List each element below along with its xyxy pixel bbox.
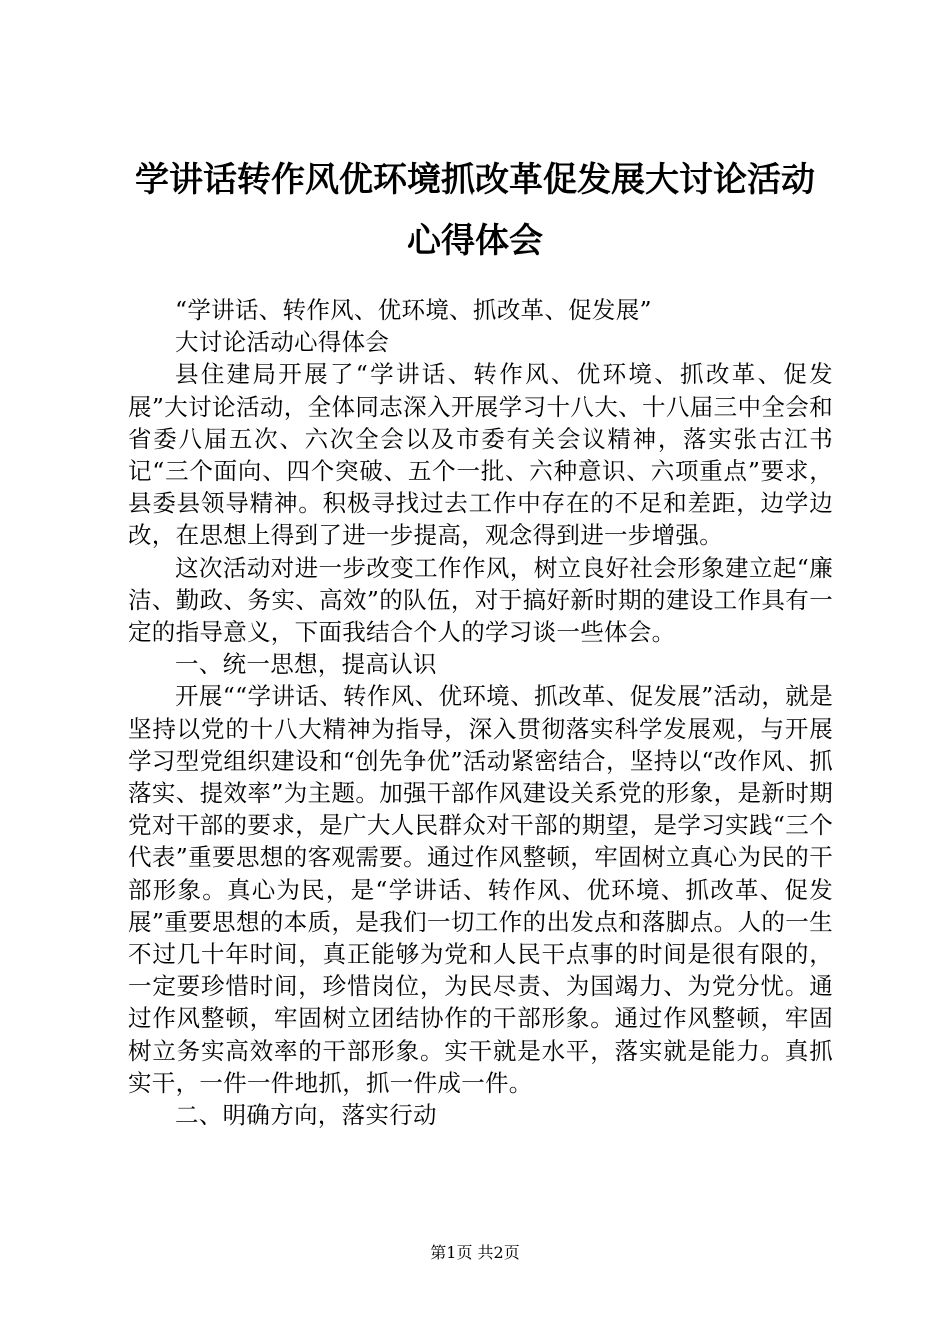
- paragraph-subtitle: 大讨论活动心得体会: [175, 328, 390, 357]
- page-number-footer: 第1页 共2页: [430, 1243, 520, 1262]
- section-heading-1: 一、统一思想，提高认识: [175, 650, 437, 679]
- paragraph-subtitle-quote: “学讲话、转作风、优环境、抓改革、促发展”: [175, 296, 652, 324]
- document-title-line-2: 心得体会: [407, 221, 543, 261]
- paragraph-intro: 县住建局开展了“学讲话、转作风、优环境、抓改革、促发展”大讨论活动，全体同志深入开展学习十八大、十八届三中全会和省委八届五次、六次全会以及市委有关会议精神，落实张古江书记“三个面向、四个突破、五个一批、六种意识、六项重点”要求，县委县领导精神。积极寻找过去工作中存在的不足和差距，边学边改，在思想上得到了进一步提高，观念得到进一步增强。: [128, 360, 833, 550]
- paragraph-significance: 这次活动对进一步改变工作作风，树立良好社会形象建立起“廉洁、勤政、务实、高效”的队伍，对于搞好新时期的建设工作具有一定的指导意义，下面我结合个人的学习谈一些体会。: [128, 553, 833, 647]
- document-body: [128, 294, 833, 1131]
- paragraph-section-1: 开展““学讲话、转作风、优环境、抓改革、促发展”活动，就是坚持以党的十八大精神为指导，深入贯彻落实科学发展观，与开展学习型党组织建设和“创先争优”活动紧密结合，坚持以“改作风、抓落实、提效率”为主题。加强干部作风建设关系党的形象，是新时期党对干部的要求，是广大人民群众对干部的期望，是学习实践“三个代表”重要思想的客观需要。通过作风整顿，牢固树立真心为民的干部形象。真心为民，是“学讲话、转作风、优环境、抓改革、促发展”重要思想的本质，是我们一切工作的出发点和落脚点。人的一生不过几十年时间，真正能够为党和人民干点事的时间是很有限的，一定要珍惜时间，珍惜岗位，为民尽责、为国竭力、为党分忧。通过作风整顿，牢固树立团结协作的干部形象。通过作风整顿，牢固树立务实高效率的干部形象。实干就是水平，落实就是能力。真抓实干，一件一件地抓，抓一件成一件。: [128, 682, 833, 1097]
- section-heading-2: 二、明确方向，落实行动: [175, 1101, 437, 1130]
- document-title-line-1: 学讲话转作风优环境抓改革促发展大讨论活动: [135, 160, 815, 200]
